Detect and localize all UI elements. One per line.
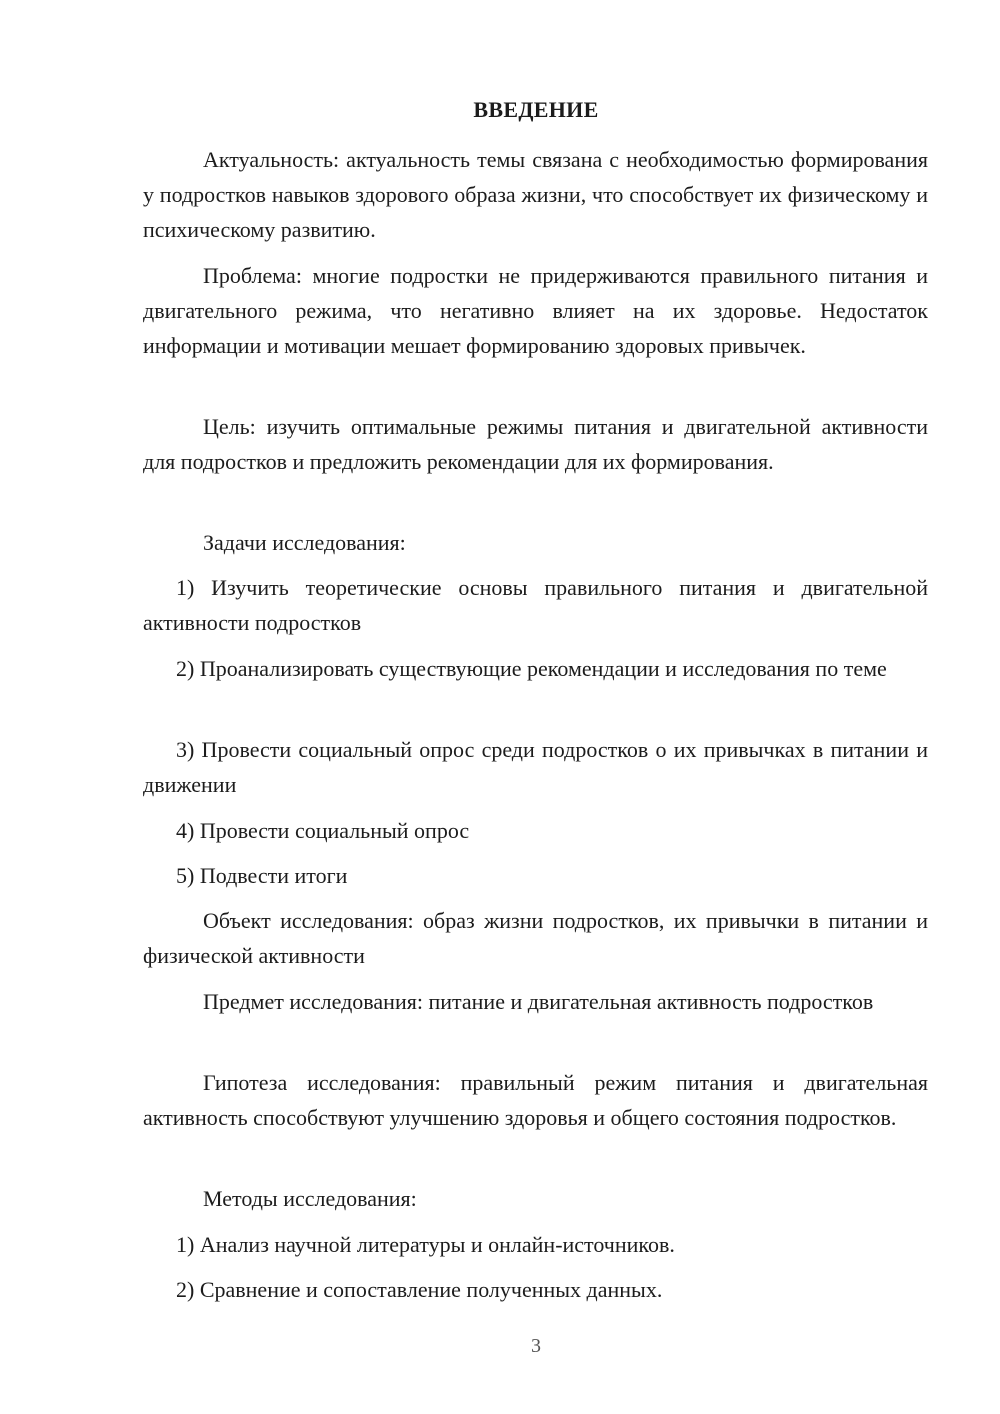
task-item: 2) Проанализировать существующие рекомендации и исследования по теме xyxy=(176,656,887,681)
relevance-paragraph: Актуальность: актуальность темы связана с необходимостью формирования у подростков навыков здорового образа жизни, что способствует их физическому и психическому развитию. xyxy=(143,147,928,242)
tasks-heading: Задачи исследования: xyxy=(203,530,406,555)
method-item: 2) Сравнение и сопоставление полученных данных. xyxy=(176,1277,663,1302)
task-item: 4) Провести социальный опрос xyxy=(176,818,470,843)
task-item: 3) Провести социальный опрос среди подростков о их привычках в питании и движении xyxy=(143,737,928,797)
methods-heading: Методы исследования: xyxy=(203,1186,417,1211)
subject-paragraph: Предмет исследования: питание и двигательная активность подростков xyxy=(203,989,874,1014)
object-paragraph: Объект исследования: образ жизни подростков, их привычки в питании и физической активности xyxy=(143,908,928,968)
task-item: 1) Изучить теоретические основы правильного питания и двигательной активности подростков xyxy=(143,575,928,635)
hypothesis-paragraph: Гипотеза исследования: правильный режим питания и двигательная активность способствуют улучшению здоровья и общего состояния подростков. xyxy=(143,1070,928,1130)
method-item: 1) Анализ научной литературы и онлайн-источников. xyxy=(176,1232,675,1257)
section-title: ВВЕДЕНИЕ xyxy=(473,97,599,122)
page-number: 3 xyxy=(531,1335,541,1357)
task-item: 5) Подвести итоги xyxy=(176,863,348,888)
goal-paragraph: Цель: изучить оптимальные режимы питания и двигательной активности для подростков и предложить рекомендации для их формирования. xyxy=(143,414,928,474)
problem-paragraph: Проблема: многие подростки не придерживаются правильного питания и двигательного режима, что негативно влияет на их здоровье. Недостаток информации и мотивации мешает формированию здоровых привычек. xyxy=(143,263,928,358)
